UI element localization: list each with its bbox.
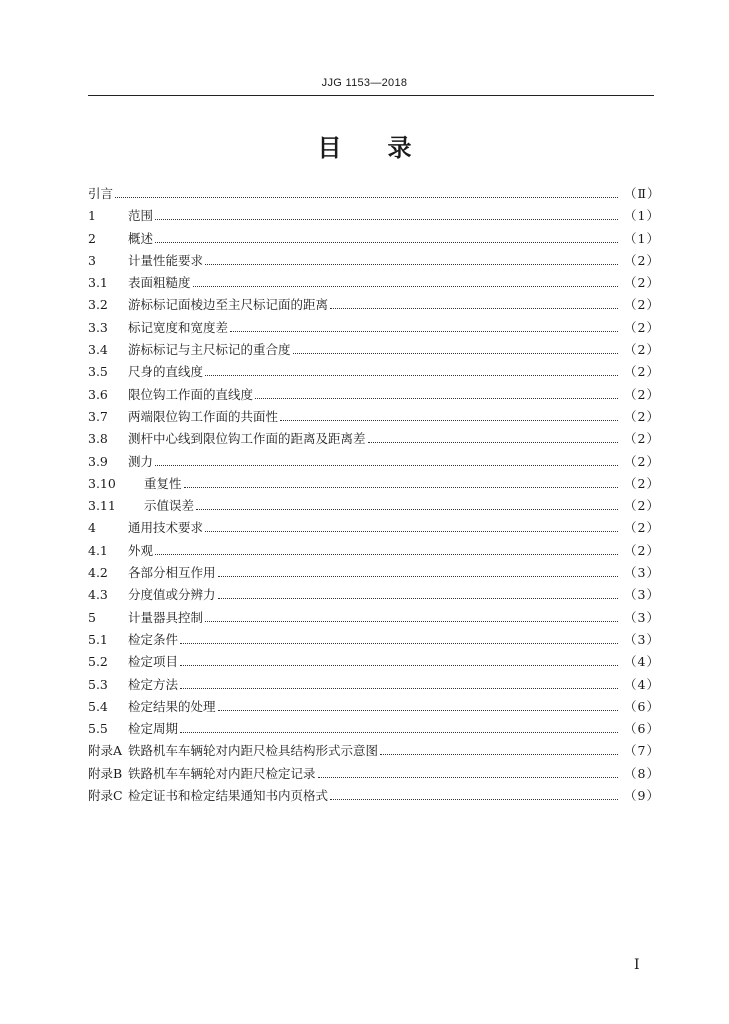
toc-entry-number: 5.4: [88, 698, 108, 714]
toc-entry-label: 表面粗糙度: [128, 275, 191, 291]
toc-entry-page: （4）: [624, 654, 660, 670]
toc-entry-number: 4.2: [88, 565, 108, 581]
toc-entry-page: （Ⅱ）: [624, 186, 661, 201]
toc-entry-label: 各部分相互作用: [128, 565, 216, 581]
toc-leader-dots: [193, 274, 618, 287]
toc-entry-number: 3.6: [88, 386, 108, 402]
toc-entry[interactable]: [88, 206, 660, 228]
toc-leader-dots: [155, 542, 618, 555]
toc-entry-page: （8）: [624, 765, 660, 781]
toc-entry-label: 重复性: [144, 475, 182, 491]
toc-entry[interactable]: [88, 229, 660, 251]
toc-entry-number: 2: [88, 230, 96, 246]
toc-entry-page: （3）: [624, 587, 660, 603]
toc-entry-page: （2）: [624, 297, 660, 313]
toc-entry-page: （3）: [624, 609, 660, 625]
toc-entry-number: 5: [88, 609, 96, 625]
toc-entry-number: 5.2: [88, 654, 108, 670]
toc-entry[interactable]: [88, 340, 660, 362]
toc-entry-page: （2）: [624, 275, 660, 291]
toc-entry-number: 5.5: [88, 721, 108, 737]
toc-entry-label: 两端限位钩工作面的共面性: [128, 408, 279, 424]
toc-entry-number: 5.1: [88, 631, 108, 647]
toc-leader-dots: [368, 430, 618, 443]
toc-entry-number: 3.7: [88, 408, 108, 424]
toc-entry[interactable]: [88, 719, 660, 741]
toc-entry-label: 引言: [88, 186, 114, 201]
toc-entry-page: （3）: [624, 631, 660, 647]
toc-entry-page: （2）: [624, 542, 660, 558]
toc-entry-number: 3.11: [88, 498, 116, 514]
toc-entry-label: 限位钩工作面的直线度: [128, 386, 254, 402]
document-code: JJG 1153—2018: [321, 77, 408, 89]
toc-leader-dots: [205, 252, 618, 265]
toc-entry-page: （2）: [624, 475, 660, 491]
toc-leader-dots: [380, 742, 618, 755]
toc-entry[interactable]: [88, 518, 660, 540]
toc-entry[interactable]: [88, 184, 661, 206]
toc-leader-dots: [196, 497, 618, 510]
toc-leader-dots: [318, 765, 618, 778]
toc-entry[interactable]: [88, 251, 660, 273]
toc-leader-dots: [155, 230, 618, 243]
toc-entry-number: 3.1: [88, 275, 108, 291]
toc-entry-label: 检定条件: [128, 631, 179, 647]
toc-leader-dots: [255, 386, 618, 399]
page-title: 目录: [317, 133, 458, 162]
toc-entry[interactable]: [88, 474, 660, 496]
toc-entry-number: 3.4: [88, 342, 108, 358]
toc-entry-label: 通用技术要求: [128, 520, 204, 536]
toc-entry[interactable]: [88, 563, 660, 585]
toc-leader-dots: [280, 408, 618, 421]
toc-entry-number: 4: [88, 520, 96, 536]
toc-entry-page: （6）: [624, 721, 660, 737]
toc-entry-number: 5.3: [88, 676, 108, 692]
toc-entry-number: 附录A: [88, 743, 123, 759]
toc-leader-dots: [293, 341, 618, 354]
toc-entry-label: 概述: [128, 230, 154, 246]
toc-entry[interactable]: [88, 786, 660, 808]
toc-entry-page: （1）: [624, 230, 660, 246]
toc-entry-label: 尺身的直线度: [128, 364, 204, 380]
toc-entry-page: （2）: [624, 408, 660, 424]
toc-entry-page: （7）: [624, 743, 660, 759]
toc-leader-dots: [180, 676, 618, 689]
toc-entry-label: 示值误差: [144, 498, 195, 514]
toc-entry-page: （2）: [624, 252, 660, 268]
toc-entry[interactable]: [88, 295, 660, 317]
toc-entry[interactable]: [88, 496, 660, 518]
toc-entry-number: 3.8: [88, 431, 108, 447]
toc-entry[interactable]: [88, 585, 660, 607]
toc-entry[interactable]: [88, 273, 660, 295]
toc-entry-page: （2）: [624, 319, 660, 335]
toc-leader-dots: [180, 720, 618, 733]
toc-leader-dots: [330, 787, 618, 800]
toc-entry-page: （9）: [624, 788, 660, 804]
toc-entry-page: （2）: [624, 453, 660, 469]
toc-entry-label: 分度值或分辨力: [128, 587, 216, 603]
table-of-contents: [88, 184, 661, 808]
toc-entry-number: 3.3: [88, 319, 108, 335]
toc-entry-number: 3.10: [88, 475, 116, 491]
toc-entry-number: 附录B: [88, 765, 123, 781]
toc-entry-label: 标记宽度和宽度差: [128, 319, 229, 335]
toc-entry[interactable]: [88, 697, 660, 719]
toc-entry[interactable]: [88, 741, 660, 763]
toc-entry[interactable]: [88, 318, 660, 340]
toc-leader-dots: [115, 185, 618, 198]
toc-entry-page: （6）: [624, 698, 660, 714]
toc-entry-label: 检定方法: [128, 676, 179, 692]
toc-leader-dots: [205, 519, 618, 532]
toc-entry-page: （2）: [624, 364, 660, 380]
toc-entry-label: 测力: [128, 453, 154, 469]
toc-entry-label: 检定证书和检定结果通知书内页格式: [128, 788, 329, 804]
toc-entry[interactable]: [88, 675, 660, 697]
toc-leader-dots: [155, 453, 618, 466]
toc-entry-label: 计量性能要求: [128, 252, 204, 268]
toc-entry[interactable]: [88, 652, 660, 674]
toc-entry-page: （3）: [624, 565, 660, 581]
toc-entry-page: （2）: [624, 498, 660, 514]
toc-entry-number: 3.2: [88, 297, 108, 313]
toc-entry-page: （2）: [624, 520, 660, 536]
toc-leader-dots: [184, 475, 618, 488]
toc-entry-number: 附录C: [88, 788, 123, 804]
toc-leader-dots: [230, 319, 618, 332]
toc-entry-number: 3.9: [88, 453, 108, 469]
toc-entry-label: 计量器具控制: [128, 609, 204, 625]
toc-leader-dots: [205, 609, 618, 622]
toc-entry[interactable]: [88, 407, 660, 429]
toc-entry-label: 范围: [128, 208, 154, 224]
toc-leader-dots: [218, 564, 618, 577]
toc-entry-page: （2）: [624, 386, 660, 402]
toc-leader-dots: [180, 631, 618, 644]
toc-entry[interactable]: [88, 362, 660, 384]
header-rule: [88, 95, 654, 96]
toc-entry-label: 检定结果的处理: [128, 698, 216, 714]
toc-entry[interactable]: [88, 630, 660, 652]
toc-entry-label: 外观: [128, 542, 154, 558]
toc-entry-number: 3: [88, 252, 96, 268]
toc-entry-page: （4）: [624, 676, 660, 692]
toc-leader-dots: [218, 698, 618, 711]
toc-entry-page: （2）: [624, 431, 660, 447]
toc-entry[interactable]: [88, 385, 660, 407]
toc-entry-number: 4.3: [88, 587, 108, 603]
toc-entry-label: 检定项目: [128, 654, 179, 670]
toc-entry[interactable]: [88, 541, 660, 563]
toc-entry-label: 测杆中心线到限位钩工作面的距离及距离差: [128, 431, 366, 447]
toc-entry[interactable]: [88, 429, 660, 451]
toc-entry-label: 铁路机车车辆轮对内距尺检具结构形式示意图: [128, 743, 379, 759]
toc-leader-dots: [205, 363, 618, 376]
toc-entry-number: 3.5: [88, 364, 108, 380]
toc-entry[interactable]: [88, 608, 660, 630]
toc-entry-label: 游标标记与主尺标记的重合度: [128, 342, 291, 358]
toc-entry-page: （1）: [624, 208, 660, 224]
toc-entry[interactable]: [88, 764, 660, 786]
toc-entry-number: 4.1: [88, 542, 108, 558]
page-number: I: [634, 957, 640, 973]
toc-leader-dots: [155, 207, 618, 220]
toc-entry-label: 铁路机车车辆轮对内距尺检定记录: [128, 765, 316, 781]
toc-entry-label: 检定周期: [128, 721, 179, 737]
toc-leader-dots: [180, 653, 618, 666]
toc-entry-label: 游标标记面棱边至主尺标记面的距离: [128, 297, 329, 313]
toc-entry[interactable]: [88, 452, 660, 474]
toc-leader-dots: [330, 296, 618, 309]
toc-entry-page: （2）: [624, 342, 660, 358]
toc-entry-number: 1: [88, 208, 96, 224]
toc-leader-dots: [218, 586, 618, 599]
